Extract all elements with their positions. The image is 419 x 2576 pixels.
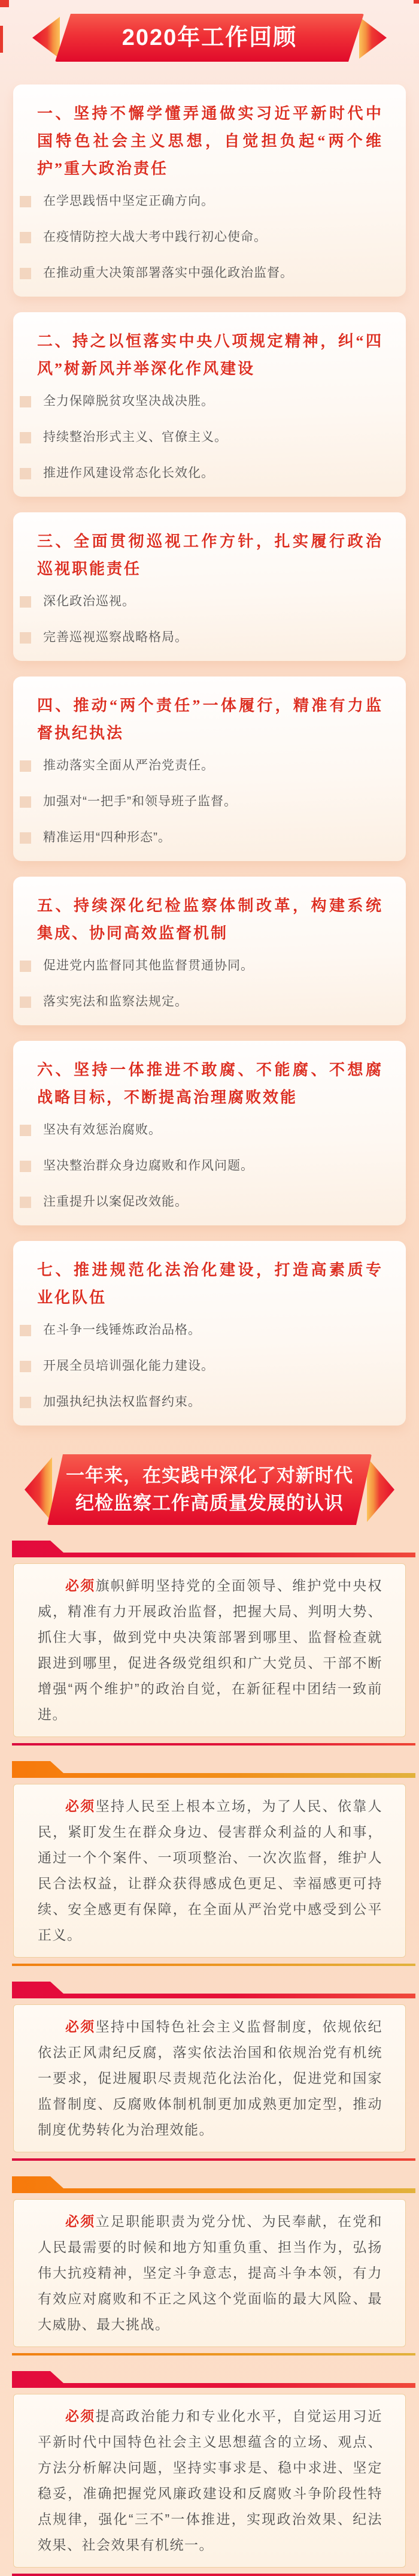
left-edge-accent — [0, 26, 3, 53]
step-ribbon-divider — [12, 2176, 415, 2193]
bullet-text: 全力保障脱贫攻坚决战决胜。 — [43, 394, 214, 408]
bullet-text: 落实宪法和监察法规定。 — [43, 995, 188, 1008]
insight-paragraph — [38, 1573, 382, 1728]
bullet-item — [37, 464, 383, 482]
insight-text: 提高政治能力和专业化水平，自觉运用习近平新时代中国特色社会主义思想蕴含的立场、观点、方法分析解决问题，坚持实事求是、稳中求进、坚定稳妥，准确把握党风廉政建设和反腐败斗争阶段性特点规律，强化“三不”一体推进，实现政治效果、纪法效果、社会效果有机统一。 — [38, 2408, 383, 2553]
review-section-card — [13, 312, 406, 497]
insight-text: 立足职能职责为党分忧、为民奉献，在党和人民最需要的时候和地方知重负重、担当作为，弘扬伟大抗疫精神，坚定斗争意志，提高斗争本领，有力有效应对腐败和不正之风这个党面临的最大风险、最大威胁、最大挑战。 — [38, 2213, 383, 2332]
bullet-square-icon — [20, 760, 31, 772]
review-section-list — [0, 84, 419, 1426]
bullet-text: 开展全员培训强化能力建设。 — [43, 1359, 214, 1373]
bullet-item — [37, 993, 383, 1011]
bullet-square-icon — [20, 1325, 31, 1336]
divider-rule — [12, 2353, 415, 2355]
bullet-item — [37, 593, 383, 611]
insights-banner-line1: 一年来，在实践中深化了对新时代 — [66, 1465, 353, 1486]
banner-left-chevron-icon — [25, 1457, 52, 1522]
bullet-item — [37, 1121, 383, 1139]
bullet-square-icon — [20, 632, 31, 644]
bullet-text: 坚决整治群众身边腐败和作风问题。 — [43, 1159, 254, 1173]
corner-accent-top-left — [0, 0, 9, 7]
bullet-item — [37, 757, 383, 775]
bullet-text: 加强对“一把手”和领导班子监督。 — [43, 795, 237, 808]
bullet-item — [37, 1157, 383, 1175]
review-section-card — [13, 1041, 406, 1225]
bullet-square-icon — [20, 268, 31, 279]
bullet-item — [37, 957, 383, 975]
insight-block — [0, 2371, 419, 2576]
review-section-card — [13, 877, 406, 1025]
bullet-text: 注重提升以案促改效能。 — [43, 1195, 188, 1209]
corner-accent-top-right — [414, 0, 419, 4]
insight-block — [0, 2176, 419, 2355]
section-title: 一、坚持不懈学懂弄通做实习近平新时代中国特色社会主义思想，自觉担负起“两个维护”重大政治责任 — [37, 105, 383, 177]
section-title: 六、坚持一体推进不敢腐、不能腐、不想腐战略目标，不断提高治理腐败效能 — [37, 1061, 383, 1106]
bullet-square-icon — [20, 1125, 31, 1136]
banner-insights — [25, 1454, 394, 1525]
insight-card — [13, 1784, 406, 1958]
divider-rule — [12, 2158, 415, 2161]
insight-card — [13, 2199, 406, 2347]
step-ribbon-divider — [12, 2371, 415, 2388]
insight-paragraph — [38, 2403, 382, 2558]
insight-lead: 必须 — [65, 1578, 96, 1593]
insight-lead: 必须 — [65, 2213, 96, 2229]
bullet-square-icon — [20, 432, 31, 443]
bullet-square-icon — [20, 596, 31, 608]
bullet-text: 深化政治巡视。 — [43, 594, 135, 608]
bullet-text: 坚决有效惩治腐败。 — [43, 1123, 162, 1137]
bullet-item — [37, 1321, 383, 1339]
section-bullet-list — [37, 192, 383, 282]
divider-rule — [12, 1743, 415, 1745]
insight-paragraph — [38, 1793, 382, 1948]
bullet-square-icon — [20, 832, 31, 844]
bullet-item — [37, 1193, 383, 1211]
banner-left-chevron-icon — [32, 17, 60, 59]
section-bullet-list — [37, 1121, 383, 1211]
bullet-square-icon — [20, 1161, 31, 1172]
section-title: 七、推进规范化法治化建设，打造高素质专业化队伍 — [37, 1261, 383, 1306]
review-section-card — [13, 512, 406, 661]
bullet-item — [37, 264, 383, 282]
bullet-text: 在学思践悟中坚定正确方向。 — [43, 194, 214, 208]
section-title: 四、推动“两个责任”一体履行，精准有力监督执纪执法 — [37, 697, 383, 742]
insight-block — [0, 1761, 419, 1966]
insight-lead: 必须 — [65, 1798, 96, 1814]
bullet-item — [37, 629, 383, 647]
insight-text: 旗帜鲜明坚持党的全面领导、维护党中央权威，精准有力开展政治监督，把握大局、判明大势、抓住大事，做到党中央决策部署到哪里、监督检查就跟进到哪里，促进各级党组织和广大党员、干部不断增强“两个维护”的政治自觉，在新征程中团结一致前进。 — [38, 1578, 383, 1722]
bullet-item — [37, 392, 383, 410]
insight-card — [13, 1563, 406, 1737]
section-bullet-list — [37, 392, 383, 482]
bullet-text: 推进作风建设常态化长效化。 — [43, 466, 214, 480]
bullet-text: 推动落实全面从严治党责任。 — [43, 759, 214, 772]
bullet-text: 加强执纪执法权监督约束。 — [43, 1395, 201, 1409]
section-bullet-list — [37, 757, 383, 847]
insight-lead: 必须 — [65, 2019, 96, 2034]
bullet-square-icon — [20, 232, 31, 243]
insight-list — [0, 1541, 419, 2576]
review-section-card — [13, 1241, 406, 1426]
step-ribbon-divider — [12, 1541, 415, 1557]
bullet-item — [37, 1357, 383, 1375]
bullet-item — [37, 192, 383, 210]
insight-card — [13, 2004, 406, 2152]
bullet-text: 促进党内监督同其他监督贯通协同。 — [43, 959, 254, 973]
bullet-text: 持续整治形式主义、官僚主义。 — [43, 430, 227, 444]
bullet-square-icon — [20, 996, 31, 1008]
bullet-square-icon — [20, 1197, 31, 1208]
bullet-text: 精准运用“四种形态”。 — [43, 831, 171, 844]
divider-rule — [12, 2574, 415, 2576]
section-title: 三、全面贯彻巡视工作方针，扎实履行政治巡视职能责任 — [37, 533, 383, 578]
banner-2020-review — [32, 14, 387, 62]
step-ribbon-divider — [12, 1761, 415, 1778]
bullet-item — [37, 1393, 383, 1411]
bullet-square-icon — [20, 1361, 31, 1372]
review-section-card — [13, 84, 406, 297]
insight-paragraph — [38, 2014, 382, 2143]
bullet-square-icon — [20, 961, 31, 972]
section-bullet-list — [37, 957, 383, 1011]
section-bullet-list — [37, 593, 383, 647]
review-section-card — [13, 677, 406, 861]
banner-right-chevron-icon — [367, 1457, 394, 1522]
section-title: 五、持续深化纪检监察体制改革，构建系统集成、协同高效监督机制 — [37, 897, 383, 942]
bullet-square-icon — [20, 1397, 31, 1408]
divider-rule — [12, 1964, 415, 1966]
bullet-text: 完善巡视巡察战略格局。 — [43, 630, 188, 644]
bullet-square-icon — [20, 796, 31, 808]
bullet-square-icon — [20, 196, 31, 207]
banner-right-chevron-icon — [359, 17, 387, 59]
section-title: 二、持之以恒落实中央八项规定精神，纠“四风”树新风并举深化作风建设 — [37, 333, 383, 378]
bullet-text: 在推动重大决策部署落实中强化政治监督。 — [43, 266, 293, 280]
bullet-item — [37, 428, 383, 446]
insight-text: 坚持中国特色社会主义监督制度，依规依纪依法正风肃纪反腐，落实依法治国和依规治党有机统一要求，促进履职尽责规范化法治化，促进党和国家监督制度、反腐败体制机制更加成熟更加定型，推动制度优势转化为治理效能。 — [38, 2019, 383, 2137]
bullet-item — [37, 829, 383, 847]
bullet-square-icon — [20, 396, 31, 407]
insights-banner-line2: 纪检监察工作高质量发展的认识 — [75, 1493, 344, 1514]
insights-banner-title — [60, 1454, 359, 1525]
bullet-text: 在斗争一线锤炼政治品格。 — [43, 1323, 201, 1337]
bullet-item — [37, 228, 383, 246]
insight-lead: 必须 — [65, 2408, 96, 2424]
insight-block — [0, 1982, 419, 2161]
section-bullet-list — [37, 1321, 383, 1411]
insight-text: 坚持人民至上根本立场，为了人民、依靠人民，紧盯发生在群众身边、侵害群众利益的人和事，通过一个个案件、一项项整治、一次次监督，维护人民合法权益，让群众获得感成色更足、幸福感更可持续、安全感更有保障，在全面从严治党中感受到公平正义。 — [38, 1798, 383, 1943]
bullet-item — [37, 793, 383, 811]
insight-paragraph — [38, 2209, 382, 2338]
page-title: 2020年工作回顾 — [122, 25, 297, 50]
bullet-square-icon — [20, 468, 31, 479]
bullet-text: 在疫情防控大战大考中践行初心使命。 — [43, 230, 267, 244]
insight-card — [13, 2394, 406, 2568]
step-ribbon-divider — [12, 1982, 415, 1998]
insight-block — [0, 1541, 419, 1745]
